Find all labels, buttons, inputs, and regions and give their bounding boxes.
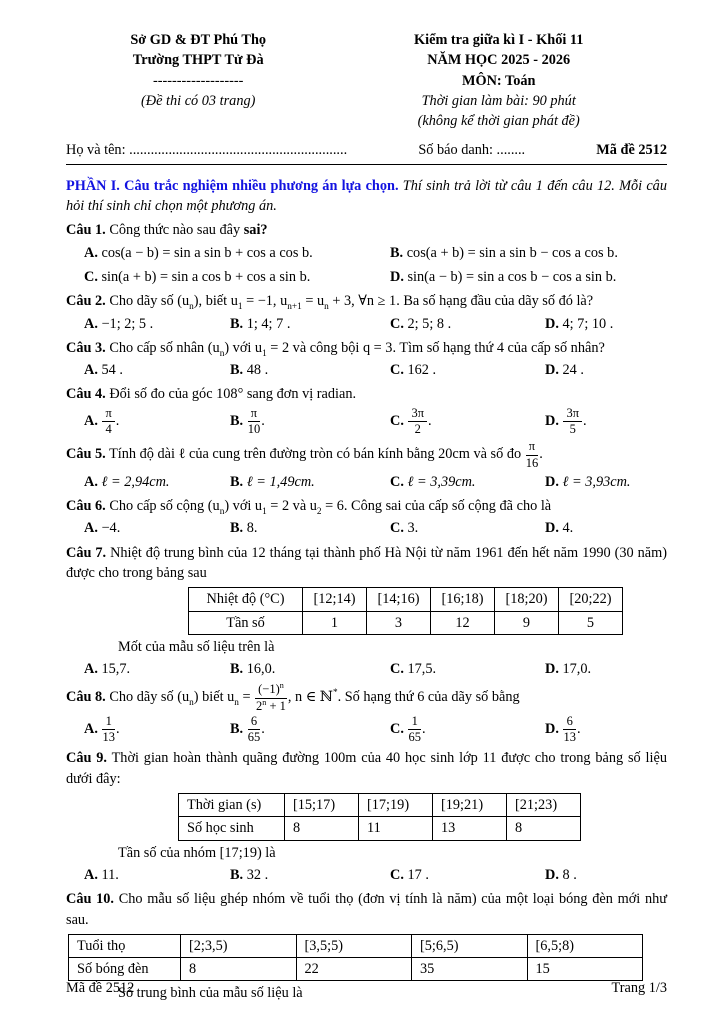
option-text: ℓ = 1,49cm. <box>246 473 315 490</box>
fraction: $\frac{6}{65}$ <box>247 713 261 745</box>
option-label: D. <box>545 315 559 332</box>
fraction: $\frac{6}{13}$ <box>563 713 576 745</box>
option-label: B. <box>390 244 404 261</box>
option-c <box>390 715 545 745</box>
option-b <box>230 518 390 538</box>
options <box>66 659 667 679</box>
table-cell: [20;22) <box>559 588 623 611</box>
option-label: D. <box>545 866 559 883</box>
option-suffix: . <box>261 720 265 737</box>
question-1 <box>66 220 667 287</box>
option-text: −4. <box>101 520 121 537</box>
table-cell: 15 <box>527 958 643 981</box>
table-cell: [19;21) <box>433 794 507 817</box>
table-cell: [21;23) <box>507 794 581 817</box>
temperature-table <box>188 587 623 635</box>
option-text: 24 . <box>562 362 584 379</box>
option-b <box>230 472 390 492</box>
school-name: Trường THPT Tử Đà <box>132 52 264 69</box>
option-text: 8. <box>246 520 258 537</box>
option-text: cos(a + b) = sin a sin b − cos a cos b. <box>406 244 618 261</box>
option-c <box>84 267 390 287</box>
question-8 <box>66 683 667 744</box>
fraction: $\frac{\pi}{4}$ <box>101 407 115 437</box>
fraction: $\frac{3\pi}{2}$ <box>407 407 428 437</box>
option-d <box>545 314 667 334</box>
option-label: B. <box>230 720 244 737</box>
option-a <box>84 360 230 380</box>
option-text: 16,0. <box>246 661 276 678</box>
duration-note: (không kể thời gian phát đề) <box>417 113 580 130</box>
question-stem: Tính độ dài ℓ của cung trên đường tròn có bán kính bằng 20cm và số đo <box>109 446 525 463</box>
option-a <box>84 865 230 885</box>
option-label: B. <box>230 866 244 883</box>
option-a <box>84 243 390 263</box>
fraction: $\frac{3\pi}{5}$ <box>562 407 583 437</box>
option-suffix: . <box>428 412 432 429</box>
question-label: Câu 9. <box>66 750 107 767</box>
option-c <box>390 518 545 538</box>
options <box>66 360 667 380</box>
table-row <box>189 588 623 611</box>
table-cell: 12 <box>431 611 495 634</box>
table-cell: 5 <box>559 611 623 634</box>
table-cell: Nhiệt độ (°C) <box>189 588 303 611</box>
question-stem-bold: sai? <box>243 222 268 239</box>
option-suffix: . <box>576 720 581 737</box>
question-stem: Cho cấp số cộng $(u_n)$ với $u_1 = 2$ và $u_2 = 6$. Công sai của cấp số cộng đã cho là <box>109 498 552 517</box>
options <box>66 715 667 745</box>
option-label: A. <box>84 720 98 737</box>
option-c <box>390 472 545 492</box>
option-c <box>390 314 545 334</box>
question-stem-suffix: . <box>539 446 543 463</box>
question-6 <box>66 496 667 539</box>
table-cell: 9 <box>495 611 559 634</box>
question-2 <box>66 291 667 334</box>
question-9 <box>66 748 667 885</box>
option-text: 162 . <box>407 362 437 379</box>
option-label: B. <box>230 473 244 490</box>
option-b <box>230 659 390 679</box>
question-stem: Cho dãy số $(u_n)$, biết $u_1 = -1$, $u_{n+1} = u_n + 3$, ∀n ≥ 1. Ba số hạng đầu của dãy số đó là? <box>109 293 594 313</box>
option-label: C. <box>390 520 404 537</box>
option-c <box>390 865 545 885</box>
option-text: ℓ = 3,39cm. <box>407 473 476 490</box>
option-text: 17 . <box>407 866 429 883</box>
fraction: $\frac{\pi}{16}$ <box>525 439 539 470</box>
department-name: Sở GD & ĐT Phú Thọ <box>130 32 267 48</box>
table-cell: [5;6,5) <box>412 934 528 957</box>
question-label: Câu 3. <box>66 339 106 356</box>
candidate-number-label: Số báo danh: ........ <box>418 142 526 159</box>
option-b <box>230 407 390 437</box>
option-label: A. <box>84 244 98 261</box>
option-text: sin(a − b) = sin a cos b − cos a sin b. <box>407 268 617 285</box>
table-cell: [2;3,5) <box>181 934 297 957</box>
option-label: D. <box>545 661 559 678</box>
table-row <box>69 934 643 957</box>
question-5 <box>66 440 667 492</box>
option-label: A. <box>84 520 98 537</box>
question-label: Câu 4. <box>66 386 106 403</box>
option-b <box>230 715 390 745</box>
table-cell: 8 <box>285 817 359 840</box>
option-label: C. <box>390 362 404 379</box>
table-cell: Tuổi thọ <box>69 934 181 957</box>
options <box>66 472 667 492</box>
fraction: $\frac{1}{13}$ <box>102 713 115 745</box>
option-label: D. <box>545 412 559 429</box>
duration: Thời gian làm bài: 90 phút <box>421 92 576 109</box>
option-text: ℓ = 2,94cm. <box>101 473 170 490</box>
table-cell: 13 <box>433 817 507 840</box>
options <box>66 314 667 334</box>
option-text: cos(a − b) = sin a sin b + cos a cos b. <box>101 244 313 261</box>
question-post-text: Tần số của nhóm [17;19) là <box>118 844 276 861</box>
table-cell: [15;17) <box>285 794 359 817</box>
option-label: C. <box>390 866 404 883</box>
option-suffix: . <box>261 412 265 429</box>
footer-exam-code: Mã đề 2512 <box>66 979 135 996</box>
table-cell: 1 <box>303 611 367 634</box>
option-label: C. <box>390 412 404 429</box>
table-cell: 11 <box>359 817 433 840</box>
option-label: A. <box>84 315 98 332</box>
option-text: 32 . <box>246 866 269 883</box>
option-d <box>545 715 667 745</box>
question-label: Câu 1. <box>66 222 106 239</box>
question-stem: Nhiệt độ trung bình của 12 tháng tại thành phố Hà Nội từ năm 1961 đến hết năm 1990 (30 năm) được cho trong bảng sau <box>66 544 667 581</box>
option-label: B. <box>230 661 244 678</box>
table-cell: 35 <box>412 958 528 981</box>
table-row <box>179 817 581 840</box>
option-label: C. <box>390 473 404 490</box>
option-a <box>84 472 230 492</box>
option-label: D. <box>545 362 559 379</box>
option-text: 54 . <box>101 362 123 379</box>
option-a <box>84 407 230 437</box>
option-text: ℓ = 3,93cm. <box>562 473 631 490</box>
question-stem: Cho mẫu số liệu ghép nhóm về tuổi thọ (đơn vị tính là năm) của một loại bóng đèn mới như sau. <box>66 891 668 928</box>
option-b <box>390 243 667 263</box>
option-c <box>390 659 545 679</box>
exam-title-block <box>330 30 667 131</box>
option-label: D. <box>545 473 559 490</box>
fraction: $\frac{1}{65}$ <box>408 713 421 745</box>
option-text: 17,5. <box>407 661 437 678</box>
fraction: $\frac{(-1)^n}{2^n + 1}$ <box>256 681 286 713</box>
option-label: A. <box>84 412 98 429</box>
options <box>66 407 667 437</box>
option-label: C. <box>390 720 404 737</box>
option-text: 4. <box>562 520 574 537</box>
exam-header <box>66 30 667 131</box>
option-label: A. <box>84 661 98 678</box>
option-text: 11. <box>101 866 119 883</box>
question-stem: Đổi số đo của góc 108° sang đơn vị radian. <box>109 386 357 403</box>
table-cell: [18;20) <box>495 588 559 611</box>
exam-code: Mã đề 2512 <box>596 142 667 159</box>
option-d <box>545 407 667 437</box>
option-text: 4; 7; 10 . <box>562 315 614 332</box>
option-label: C. <box>390 661 404 678</box>
option-text: 2; 5; 8 . <box>407 315 452 332</box>
option-suffix: . <box>115 720 120 737</box>
table-cell: 8 <box>507 817 581 840</box>
question-label: Câu 10. <box>66 891 115 908</box>
option-suffix: . <box>421 720 426 737</box>
part1-instruction: Thí sinh trả lời từ câu 1 đến câu 12. Mỗi câu hỏi thí sinh chỉ chọn một phương án. <box>66 177 667 215</box>
option-label: B. <box>230 412 244 429</box>
table-row <box>189 611 623 634</box>
question-post-text: Số trung bình của mẫu số liệu là <box>118 985 303 1002</box>
option-c <box>390 360 545 380</box>
table-cell: 8 <box>181 958 297 981</box>
option-a <box>84 659 230 679</box>
question-7 <box>66 543 667 680</box>
option-label: A. <box>84 866 98 883</box>
option-label: A. <box>84 473 98 490</box>
option-label: D. <box>390 268 404 285</box>
option-suffix: . <box>115 412 120 429</box>
table-cell: [17;19) <box>359 794 433 817</box>
option-c <box>390 407 545 437</box>
fraction: $\frac{\pi}{10}$ <box>247 405 261 436</box>
question-stem: Công thức nào sau đây <box>109 222 244 239</box>
option-label: D. <box>545 720 559 737</box>
student-info-row <box>66 140 667 164</box>
question-stem: Cho cấp số nhân $(u_n)$ với $u_1 = 2$ và công bội q = 3. Tìm số hạng thứ 4 của cấp số nhân? <box>109 339 605 359</box>
option-d <box>545 865 667 885</box>
table-cell: 3 <box>367 611 431 634</box>
school-year: NĂM HỌC 2025 - 2026 <box>427 52 571 69</box>
option-b <box>230 360 390 380</box>
footer-page-number: Trang 1/3 <box>611 979 667 996</box>
options <box>66 865 667 885</box>
option-label: A. <box>84 362 98 379</box>
table-cell: Thời gian (s) <box>179 794 285 817</box>
subject: MÔN: Toán <box>461 72 536 89</box>
divider-dashes: ------------------- <box>152 72 244 89</box>
question-label: Câu 8. <box>66 689 106 706</box>
question-label: Câu 6. <box>66 498 106 515</box>
table-row <box>179 794 581 817</box>
option-b <box>230 865 390 885</box>
question-stem: Thời gian hoàn thành quãng đường 100m của 40 học sinh lớp 11 được cho trong bảng số liệu dưới đây: <box>66 750 667 787</box>
option-d <box>390 267 667 287</box>
options <box>66 518 667 538</box>
table-cell: [12;14) <box>303 588 367 611</box>
time-table <box>178 793 581 841</box>
option-b <box>230 314 390 334</box>
question-3 <box>66 338 667 381</box>
option-d <box>545 472 667 492</box>
part1-heading <box>66 176 667 217</box>
question-post-text: Mốt của mẫu số liệu trên là <box>118 638 275 655</box>
exam-title: Kiểm tra giữa kì I - Khối 11 <box>414 32 584 48</box>
option-suffix: . <box>583 412 587 429</box>
page-footer <box>66 978 667 998</box>
issuer-block <box>66 30 330 131</box>
option-d <box>545 518 667 538</box>
option-a <box>84 314 230 334</box>
table-cell: [6,5;8) <box>527 934 643 957</box>
part1-title: PHẦN I. Câu trắc nghiệm nhiều phương án lựa chọn. <box>66 177 399 194</box>
option-d <box>545 360 667 380</box>
pages-note: (Đề thi có 03 trang) <box>141 92 256 109</box>
student-name-label: Họ và tên: ............................................................. <box>66 142 348 159</box>
table-cell: Số học sinh <box>179 817 285 840</box>
question-stem-suffix: , n ∈ ℕ*. Số hạng thứ 6 của dãy số bằng <box>287 688 520 706</box>
question-label: Câu 2. <box>66 293 106 310</box>
option-text: 8 . <box>562 866 577 883</box>
option-label: B. <box>230 362 244 379</box>
table-cell: 22 <box>296 958 412 981</box>
option-text: 48 . <box>246 362 269 379</box>
option-label: B. <box>230 315 244 332</box>
question-stem: Cho dãy số $(u_n)$ biết $u_n$ = <box>109 689 255 709</box>
option-text: 1; 4; 7 . <box>246 315 291 332</box>
option-text: −1; 2; 5 . <box>101 315 154 332</box>
question-label: Câu 7. <box>66 544 107 561</box>
option-label: C. <box>390 315 404 332</box>
option-text: sin(a + b) = sin a cos b + cos a sin b. <box>101 268 311 285</box>
option-text: 15,7. <box>101 661 131 678</box>
question-4 <box>66 384 667 436</box>
question-label: Câu 5. <box>66 446 106 463</box>
option-text: 3. <box>407 520 419 537</box>
option-a <box>84 518 230 538</box>
option-d <box>545 659 667 679</box>
table-cell: [14;16) <box>367 588 431 611</box>
table-cell: Số bóng đèn <box>69 958 181 981</box>
table-cell: Tần số <box>189 611 303 634</box>
option-label: D. <box>545 520 559 537</box>
option-label: C. <box>84 268 98 285</box>
table-cell: [3,5;5) <box>296 934 412 957</box>
lifespan-table <box>68 934 643 982</box>
options <box>66 243 667 288</box>
option-a <box>84 715 230 745</box>
table-cell: [16;18) <box>431 588 495 611</box>
option-text: 17,0. <box>562 661 592 678</box>
option-label: B. <box>230 520 244 537</box>
